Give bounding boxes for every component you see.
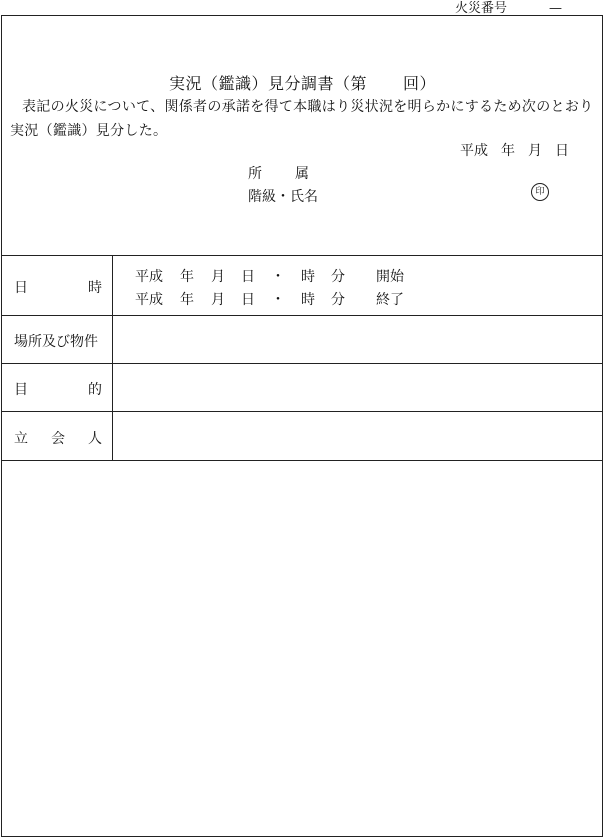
rank-name-label: 階級・氏名 (248, 189, 318, 205)
seal-mark: 印 (531, 183, 549, 201)
table-top-rule (1, 255, 603, 256)
row-label-witness: 立 会 人 (14, 431, 102, 447)
month-label: 月 (528, 143, 542, 159)
datetime-start-line[interactable]: 平成 年 月 日 ・ 時 分 開始 (135, 269, 404, 285)
row-label-place: 場所及び物件 (14, 334, 98, 350)
title-suffix: 回） (403, 74, 437, 93)
title-prefix: 実況（鑑識）見分調書（第 (168, 74, 367, 93)
fire-number-label: 火災番号 (455, 1, 508, 16)
findings-area[interactable] (2, 461, 602, 835)
row-label-purpose: 目 的 (14, 382, 102, 398)
affiliation-label: 所 属 (248, 166, 309, 182)
purpose-field[interactable] (113, 364, 603, 410)
fire-number (455, 0, 562, 16)
year-label: 年 (501, 143, 515, 159)
row-label-datetime: 日 時 (14, 280, 102, 296)
statement-text: 表記の火災について、関係者の承諾を得て本職はり災状況を明らかにするため次のとおり実況（鑑識）見分した。 (10, 99, 594, 139)
signature-date (460, 140, 582, 160)
datetime-end-line[interactable]: 平成 年 月 日 ・ 時 分 終了 (135, 292, 404, 308)
day-label: 日 (555, 143, 569, 159)
era-label: 平成 (460, 143, 488, 159)
fire-number-dash: — (549, 1, 563, 16)
page-title (0, 71, 605, 94)
place-field[interactable] (113, 316, 603, 362)
witness-field[interactable] (113, 412, 603, 459)
